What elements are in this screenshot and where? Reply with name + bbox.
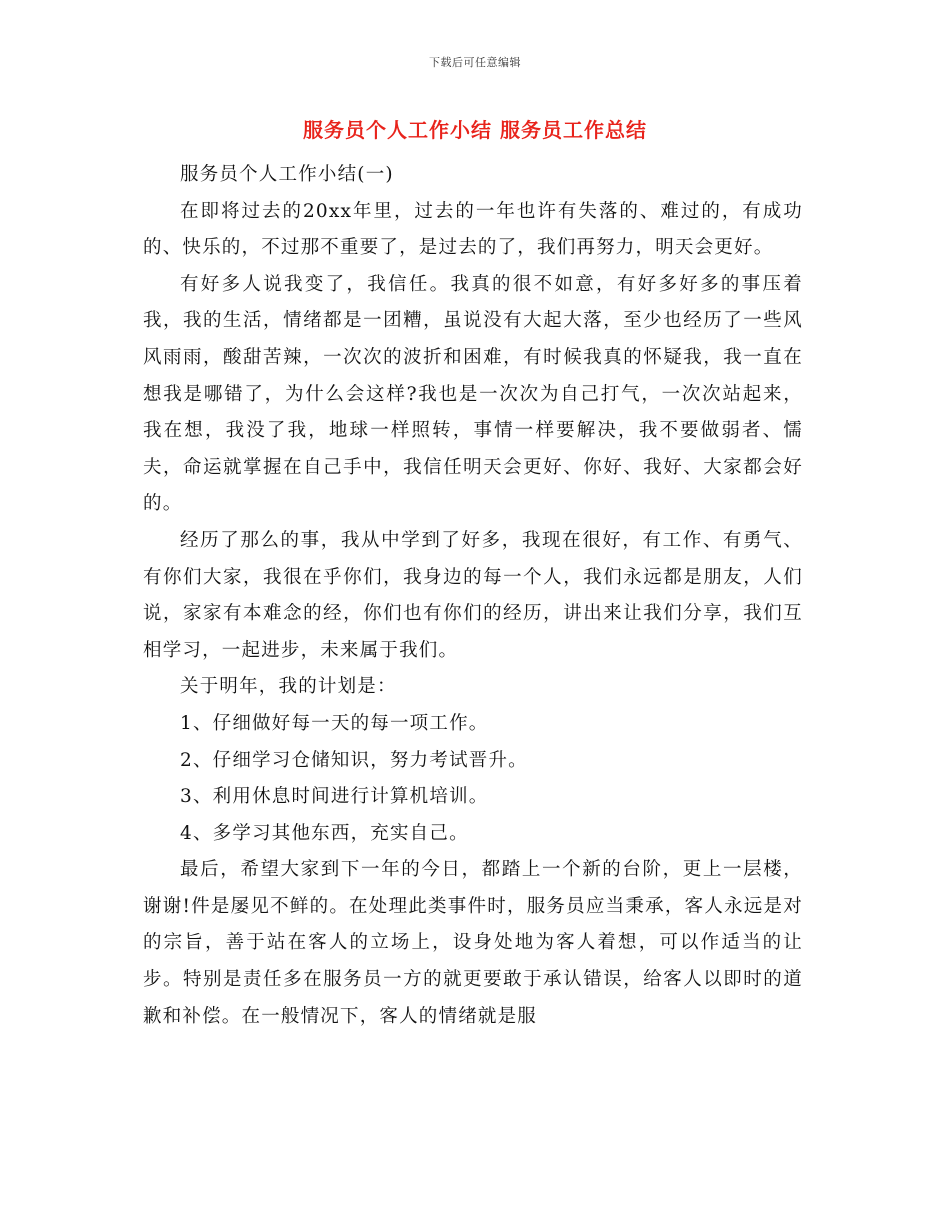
- section-heading: 服务员个人工作小结(一): [180, 164, 394, 185]
- plan-item: 3、利用休息时间进行计算机培训。: [180, 786, 489, 808]
- plan-item: 1、仔细做好每一天的每一项工作。: [180, 712, 489, 734]
- header-note: 下载后可任意编辑: [429, 56, 521, 69]
- paragraph: 在即将过去的20xx年里，过去的一年也许有失落的、难过的，有成功的、快乐的，不过那不重要了，是过去的了，我们再努力，明天会更好。: [143, 200, 803, 259]
- paragraph: 有好多人说我变了，我信任。我真的很不如意，有好多好多的事压着我，我的生活，情绪都是一团糟，虽说没有大起大落，至少也经历了一些风风雨雨，酸甜苦辣，一次次的波折和困难，有时候我真的怀疑我，我一直在想我是哪错了，为什么会这样?我也是一次次为自己打气，一次次站起来，我在想，我没了我，地球一样照转，事情一样要解决，我不要做弱者、懦夫，命运就掌握在自己手中，我信任明天会更好、你好、我好、大家都会好的。: [143, 273, 803, 515]
- paragraph: 关于明年，我的计划是：: [180, 676, 397, 698]
- plan-item: 2、仔细学习仓储知识，努力考试晋升。: [180, 749, 528, 771]
- paragraph: 经历了那么的事，我从中学到了好多，我现在很好，有工作、有勇气、有你们大家，我很在乎你们，我身边的每一个人，我们永远都是朋友，人们说，家家有本难念的经，你们也有你们的经历，讲出来让我们分享，我们互相学习，一起进步，未来属于我们。: [143, 529, 803, 661]
- plan-item: 4、多学习其他东西，充实自己。: [180, 822, 469, 844]
- document-title: 服务员个人工作小结 服务员工作总结: [303, 118, 647, 142]
- document-body: [143, 157, 803, 1035]
- paragraph: 最后，希望大家到下一年的今日，都踏上一个新的台阶，更上一层楼，谢谢!件是屡见不鲜的。在处理此类事件时，服务员应当秉承，客人永远是对的宗旨，善于站在客人的立场上，设身处地为客人着想，可以作适当的让步。特别是责任多在服务员一方的就更要敢于承认错误，给客人以即时的道歉和补偿。在一般情况下，客人的情绪就是服: [143, 859, 803, 1027]
